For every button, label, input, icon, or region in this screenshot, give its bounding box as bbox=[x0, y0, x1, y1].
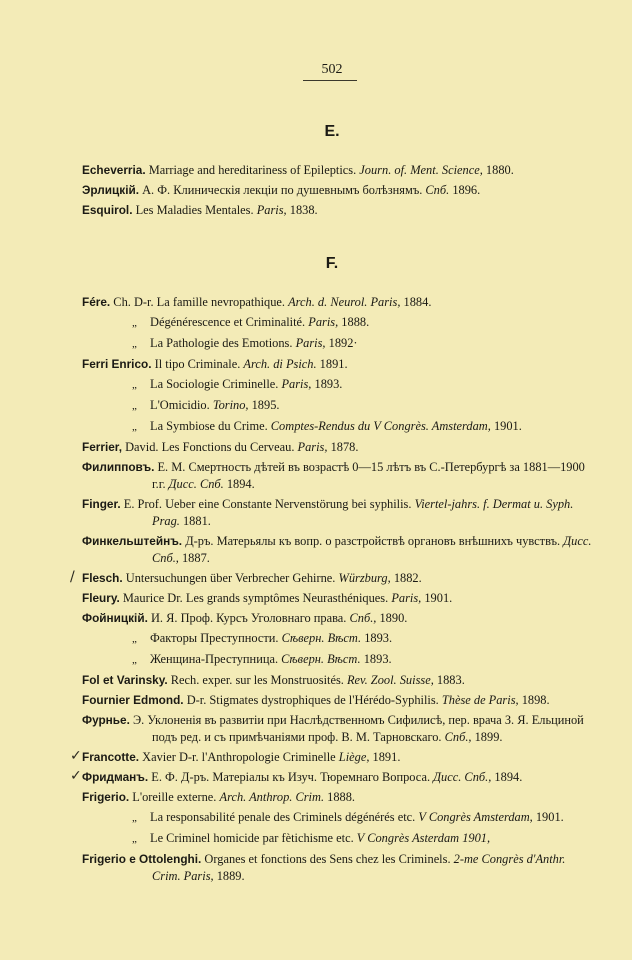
entry-source: Paris, bbox=[391, 591, 422, 605]
entry-source: Comptes-Rendus du V Congrès. Amsterdam, bbox=[270, 419, 491, 433]
bibliography-entry bbox=[82, 202, 594, 219]
entry-source: Paris, bbox=[281, 377, 312, 391]
entry-source: Paris, bbox=[308, 315, 339, 329]
entry-title: La Sociologie Criminelle. bbox=[150, 377, 282, 391]
entry-title: Д-ръ. Матерьялы къ вопр. о разстройствѣ органовъ внѣшнихъ чувствъ. bbox=[182, 534, 564, 548]
entry-year: 1888. bbox=[338, 315, 370, 329]
bibliography-entry bbox=[82, 162, 594, 179]
entry-author: Fournier Edmond. bbox=[82, 693, 184, 707]
entry-year: 1891. bbox=[369, 750, 401, 764]
entry-title: Maurice Dr. Les grands symptômes Neurasthéniques. bbox=[119, 591, 392, 605]
entry-year: 1901. bbox=[421, 591, 453, 605]
bibliography-entry bbox=[82, 294, 594, 311]
entry-author: Фойницкій. bbox=[82, 611, 148, 625]
entry-source: Viertel-jahrs. f. Dermat u. Syph. Prag. bbox=[152, 497, 574, 528]
entry-title: Il tipo Criminale. bbox=[151, 357, 244, 371]
entry-author: Финкельштейнъ. bbox=[82, 534, 183, 548]
bibliography-entry bbox=[82, 418, 594, 436]
entry-year: 1898. bbox=[518, 693, 550, 707]
ditto-mark: „ bbox=[132, 400, 137, 412]
entry-author: Фридманъ. bbox=[82, 770, 149, 784]
bibliography-entry bbox=[82, 789, 594, 806]
entry-title: La Pathologie des Emotions. bbox=[150, 336, 296, 350]
bibliography-entry bbox=[82, 651, 594, 669]
bibliography-entry bbox=[82, 590, 594, 607]
entry-title: Е. М. Смертность дѣтей въ возрастѣ 0—15 лѣтъ въ С.-Петербургѣ за 1881—1900 г.г. bbox=[152, 460, 585, 491]
entry-title: Xavier D-r. l'Anthropologie Criminelle bbox=[139, 750, 339, 764]
entry-source: Дисс. Спб., bbox=[152, 534, 592, 565]
entry-author: Francotte. bbox=[82, 750, 140, 764]
entry-year: 1891. bbox=[316, 357, 348, 371]
entry-source: Arch. d. Neurol. Paris, bbox=[288, 295, 401, 309]
ditto-mark: „ bbox=[132, 338, 137, 350]
entry-title: Untersuchungen über Verbrecher Gehirne. bbox=[122, 571, 339, 585]
bibliography-entry bbox=[82, 356, 594, 373]
entry-title: А. Ф. Клиническія лекціи по душевнымъ болѣзнямъ. bbox=[139, 183, 426, 197]
entry-author: Echeverria. bbox=[82, 163, 146, 177]
entry-year: 1880. bbox=[482, 163, 514, 177]
bibliography-entry bbox=[82, 376, 594, 394]
entry-year: 1893. bbox=[360, 652, 392, 666]
entry-source: Спб., bbox=[349, 611, 377, 625]
entry-year: 1894. bbox=[491, 770, 523, 784]
entry-author: Flesch. bbox=[82, 571, 123, 585]
entry-year: 1899. bbox=[471, 730, 503, 744]
entry-author: Эрлицкій. bbox=[82, 183, 140, 197]
entry-source: Paris, bbox=[295, 336, 326, 350]
ditto-mark: „ bbox=[132, 421, 137, 433]
entry-year: 1887. bbox=[178, 551, 210, 565]
entry-title: Факторы Преступности. bbox=[150, 631, 282, 645]
bibliography-entry bbox=[82, 610, 594, 627]
entry-source: Würzburg, bbox=[338, 571, 391, 585]
entry-year: 1882. bbox=[390, 571, 422, 585]
entry-title: И. Я. Проф. Курсъ Уголовнаго права. bbox=[147, 611, 350, 625]
entry-author: Frigerio. bbox=[82, 790, 130, 804]
entry-source: Torino, bbox=[212, 398, 249, 412]
entry-year: 1896. bbox=[449, 183, 481, 197]
entry-source: Liège, bbox=[338, 750, 370, 764]
entry-title: La Symbiose du Crime. bbox=[150, 419, 271, 433]
entry-title: Rech. exper. sur les Monstruosités. bbox=[167, 673, 347, 687]
bibliography-entry bbox=[82, 672, 594, 689]
bibliography-entry bbox=[82, 314, 594, 332]
ditto-mark: „ bbox=[132, 654, 137, 666]
bibliography-entry bbox=[82, 496, 594, 530]
bibliography-entry bbox=[70, 569, 594, 587]
entry-source: Дисс. Спб. bbox=[168, 477, 224, 491]
entry-year: 1893. bbox=[361, 631, 393, 645]
bibliography-entry bbox=[82, 630, 594, 648]
entry-source: Сѣверн. Вѣст. bbox=[281, 631, 362, 645]
entry-title: La responsabilité penale des Criminels dégénérés etc. bbox=[150, 810, 419, 824]
ditto-mark: „ bbox=[132, 833, 137, 845]
bibliography-entry bbox=[82, 830, 594, 848]
entry-title: Женщина-Преступница. bbox=[150, 652, 282, 666]
entry-author: Fére. bbox=[82, 295, 111, 309]
page-number-rule bbox=[303, 80, 357, 81]
entry-title: Marriage and hereditariness of Epileptics. bbox=[145, 163, 360, 177]
ditto-mark: „ bbox=[132, 633, 137, 645]
entry-title: David. Les Fonctions du Cerveau. bbox=[122, 440, 298, 454]
bibliography-entry bbox=[82, 809, 594, 827]
entry-title: L'Omicidio. bbox=[150, 398, 213, 412]
entry-year: 1901. bbox=[532, 810, 564, 824]
entry-author: Fleury. bbox=[82, 591, 120, 605]
bibliography-entry bbox=[82, 397, 594, 415]
ditto-mark: „ bbox=[132, 317, 137, 329]
bibliography-entry bbox=[70, 748, 594, 766]
entry-author: Fol et Varinsky. bbox=[82, 673, 168, 687]
entry-year: 1901. bbox=[490, 419, 522, 433]
entry-title: Ch. D-r. La famille nevropathique. bbox=[110, 295, 289, 309]
page-number: 502 bbox=[321, 62, 343, 77]
margin-mark: ✓ bbox=[70, 768, 82, 784]
bibliography-entry bbox=[82, 692, 594, 709]
entry-year: 1888. bbox=[324, 790, 356, 804]
bibliography-entry bbox=[82, 439, 594, 456]
entry-author: Finger. bbox=[82, 497, 121, 511]
ditto-mark: „ bbox=[132, 379, 137, 391]
entry-source: Arch. di Psich. bbox=[243, 357, 317, 371]
entry-author: Филипповъ. bbox=[82, 460, 155, 474]
margin-mark: / bbox=[70, 569, 75, 585]
entry-title: Э. Уклоненія въ развитіи при Наслѣдственномъ Сифилисѣ, пер. врача З. Я. Ельциной подъ ред. и съ примѣчаніями проф. В. М. Тарновскаго. bbox=[129, 713, 584, 744]
entry-title: Organes et fonctions des Sens chez les Criminels. bbox=[201, 852, 454, 866]
entry-source: Journ. of. Ment. Science, bbox=[359, 163, 483, 177]
entry-source: V Congrès Amsterdam, bbox=[418, 810, 533, 824]
entries-e bbox=[82, 162, 594, 219]
entry-year: 1889. bbox=[213, 869, 245, 883]
entry-source: 2-me Congrès d'Anthr. Crim. Paris, bbox=[152, 852, 566, 883]
entry-title: Les Maladies Mentales. bbox=[132, 203, 257, 217]
bibliography-entry bbox=[82, 533, 594, 567]
bibliography-entry bbox=[82, 851, 594, 885]
entry-source: Arch. Anthrop. Crim. bbox=[219, 790, 325, 804]
entry-title: E. Prof. Ueber eine Constante Nervenstörung bei syphilis. bbox=[120, 497, 415, 511]
bibliography-entry bbox=[82, 335, 594, 353]
margin-mark: ✓ bbox=[70, 748, 82, 764]
entry-source: Paris, bbox=[256, 203, 287, 217]
entry-year: 1894. bbox=[223, 477, 255, 491]
bibliography-entry bbox=[82, 712, 594, 746]
entry-source: Сѣверн. Вѣст. bbox=[281, 652, 361, 666]
bibliography-entry bbox=[82, 459, 594, 493]
entry-year: 1838. bbox=[286, 203, 318, 217]
entry-source: Rev. Zool. Suisse, bbox=[346, 673, 434, 687]
entry-author: Esquirol. bbox=[82, 203, 133, 217]
entry-source: Thèse de Paris, bbox=[441, 693, 519, 707]
entry-source: Спб. bbox=[425, 183, 450, 197]
entry-title: Dégénérescence et Criminalité. bbox=[150, 315, 309, 329]
entry-source: Paris, bbox=[297, 440, 328, 454]
entry-year: 1895. bbox=[248, 398, 280, 412]
section-heading-f: F. bbox=[325, 255, 339, 272]
entry-title: L'oreille externe. bbox=[129, 790, 220, 804]
ditto-mark: „ bbox=[132, 812, 137, 824]
section-heading-e: E. bbox=[324, 123, 340, 140]
entries-f bbox=[70, 294, 594, 885]
entry-year: 1881. bbox=[179, 514, 211, 528]
entry-author: Ferrier, bbox=[82, 440, 123, 454]
entry-title: D-r. Stigmates dystrophiques de l'Hérédo-Syphilis. bbox=[183, 693, 442, 707]
entry-year: 1878. bbox=[327, 440, 359, 454]
entry-source: Спб., bbox=[444, 730, 472, 744]
bibliography-entry bbox=[70, 768, 594, 786]
entry-author: Фурнье. bbox=[82, 713, 130, 727]
entry-title: Le Criminel homicide par fètichisme etc. bbox=[150, 831, 357, 845]
entry-source: V Congrès Asterdam 1901, bbox=[356, 831, 491, 845]
entry-title: Е. Ф. Д-ръ. Матеріалы къ Изуч. Тюремнаго Вопроса. bbox=[148, 770, 434, 784]
entry-year: 1893. bbox=[311, 377, 343, 391]
entry-source: Дисс. Спб., bbox=[433, 770, 492, 784]
bibliography-entry bbox=[82, 182, 594, 199]
entry-author: Ferri Enrico. bbox=[82, 357, 152, 371]
entry-year: 1892· bbox=[325, 336, 358, 350]
entry-author: Frigerio e Ottolenghi. bbox=[82, 852, 202, 866]
entry-year: 1884. bbox=[400, 295, 432, 309]
entry-year: 1890. bbox=[376, 611, 408, 625]
entry-year: 1883. bbox=[433, 673, 465, 687]
